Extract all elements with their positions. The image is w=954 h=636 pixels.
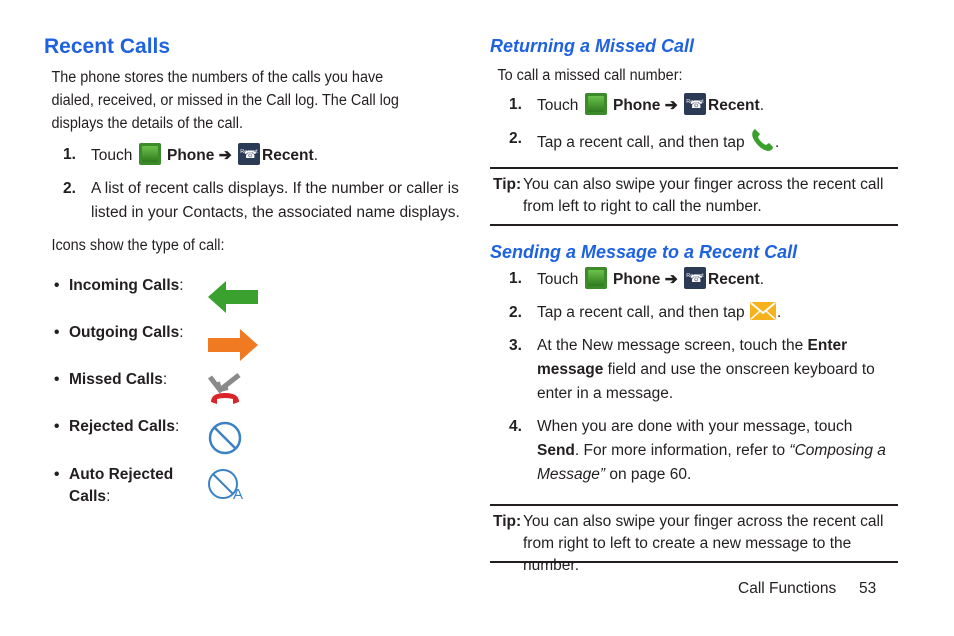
section-heading-send-message: Sending a Message to a Recent Call [490,242,798,262]
step-bold: Send [537,442,575,459]
bullet-label: Rejected Calls [69,418,175,435]
section-intro: To call a missed call number: [497,67,683,84]
footer-page-number: 53 [859,580,877,597]
step-1: 1. Touch Phone ➔ ☎ Recent Recent. [490,267,898,292]
step-text: Touch [537,271,579,288]
tip-box [490,167,898,226]
tip-text: You can also swipe your finger across the recent call from right to left to create a new message to the number. [523,513,884,574]
step-number: 2. [63,180,76,197]
right-column [490,34,898,155]
phone-app-icon [585,267,607,289]
step-number: 4. [509,418,522,435]
sending-message-section [490,240,898,487]
step-3 [490,334,897,406]
step-1: 1. Touch Phone ➔ ☎ Recent Recent. [44,143,454,168]
tip-box [490,504,898,574]
step-number: 1. [509,96,522,113]
tip-label: Tip: [493,513,522,530]
step-text: Tap a recent call, and then tap [537,134,745,151]
page-title: Recent Calls [44,35,171,58]
step-2 [44,177,461,225]
bullet-label: Outgoing Calls [69,324,180,341]
phone-app-icon [139,143,161,165]
step-number: 2. [509,304,522,321]
step-2: 2. Tap a recent call, and then tap . [490,301,898,325]
recent-label: Recent [708,271,760,288]
step-bold: Enter message [537,337,848,378]
left-column [44,34,460,257]
manual-page: Recent Calls The phone stores the numbers of the calls you have dialed, received, or missed in the Call log. The Call log displays the details of the call. 1. Touch Phone ➔ ☎ Recent Recent. 2. A list of recent calls displays. If the number or caller is listed in your Contacts, the associated name displays. Icons show the type of call: • Incoming Calls: • Outgoing Calls: • Missed Calls: • Rejected Calls: • Auto Rejected Calls: A Returning a Missed Call To call a missed call number: 1. Touch Phone ➔ ☎ Recent Recent. 2. Tap a recent call, and then tap . Tip: You can also swipe your finger across the recent call from left to right to call the number. Sending a Message to a Recent Call 1. Touch Phone ➔ ☎ Recent Recent. 2. Tap a recent call, and then tap . 3. At the New message screen, touch the Enter message field and use the onscreen keyboard to enter in a message. 4. When you are done with your message, touch Send. For more information, refer to “Composing a Message” on page 60. Tip: You can also swipe your finger across the recent call from right to left to create a new message to the number. Call Functions 53 [0,0,954,636]
step-number: 2. [509,130,522,147]
phone-app-icon [585,93,607,115]
step-number: 1. [63,146,76,163]
svg-text:A: A [233,486,244,503]
recent-tab-icon: ☎ Recent [238,143,260,165]
step-text: At the New message screen, touch the [537,337,804,354]
icons-intro: Icons show the type of call: [51,237,225,254]
step-text: Tap a recent call, and then tap [537,304,745,321]
bullet-label: Missed Calls [69,371,163,388]
intro-paragraph: The phone stores the numbers of the calls you have dialed, received, or missed in the Call log. The Call log displays the details of the call. [51,69,399,132]
bullet-label: Incoming Calls [69,277,180,294]
bullet-label: Auto Rejected Calls [69,466,174,505]
step-number: 1. [509,270,522,287]
missed-call-icon [206,372,244,408]
step-text-cont: on page 60. [609,466,692,483]
phone-label: Phone [613,271,661,288]
footer-section-name: Call Functions [738,580,837,597]
recent-tab-icon: ☎ Recent [684,267,706,289]
step-2: 2. Tap a recent call, and then tap . [490,127,898,155]
recent-label: Recent [262,147,314,164]
rejected-call-icon [207,420,243,456]
call-handset-icon [749,127,775,153]
recent-tab-icon: ☎ Recent [684,93,706,115]
step-text: When you are done with your message, touch [537,418,853,435]
phone-label: Phone [613,97,661,114]
step-text-cont: field and use the onscreen keyboard to enter in a message. [537,361,875,402]
step-4: 4. When you are done with your message, touch Send. For more information, refer to “Composing a Message” on page 60. [490,415,897,487]
auto-rejected-call-icon [207,468,247,504]
incoming-arrow-icon [206,278,260,316]
arrow-glyph: ➔ [218,147,232,164]
step-number: 3. [509,337,522,354]
phone-label: Phone [167,147,215,164]
arrow-glyph: ➔ [664,97,678,114]
cross-reference[interactable]: “Composing a Message” [537,442,886,483]
section-heading-missed-call: Returning a Missed Call [490,36,695,56]
step-text: A list of recent calls displays. If the number or caller is listed in your Contacts, the associated name displays. [91,180,460,221]
recent-label: Recent [708,97,760,114]
step-text: Touch [91,147,133,164]
step-text: Touch [537,97,579,114]
arrow-glyph: ➔ [664,271,678,288]
tip-text: You can also swipe your finger across the recent call from left to right to call the number. [523,176,884,215]
outgoing-arrow-icon [206,326,260,364]
step-1: 1. Touch Phone ➔ ☎ Recent Recent. [490,93,898,118]
message-envelope-icon [749,301,777,321]
tip-label: Tip: [493,176,522,193]
